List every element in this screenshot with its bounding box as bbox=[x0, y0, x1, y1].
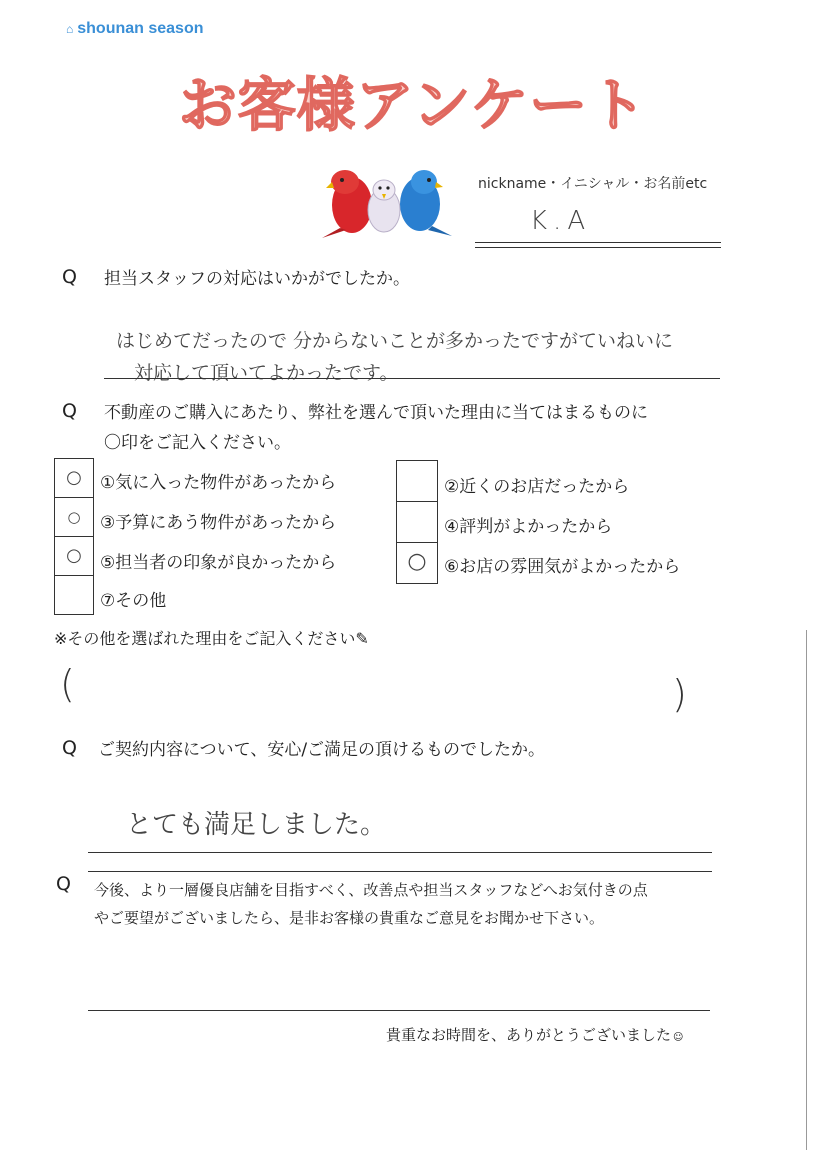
option-2-label: ②近くのお店だったから bbox=[444, 477, 630, 497]
white-bird-icon bbox=[368, 180, 400, 232]
nickname-line-2 bbox=[475, 247, 721, 248]
q3-answer-line bbox=[88, 852, 712, 853]
q2-marker: Q bbox=[62, 400, 77, 422]
other-reason-field[interactable] bbox=[90, 672, 660, 712]
q1-answer-line2: 対応して頂いてよかったです。 bbox=[134, 362, 399, 384]
q4-question-line2: やご要望がございましたら、是非お客様の貴重なご意見をお聞かせ下さい。 bbox=[94, 909, 605, 927]
q3-marker: Q bbox=[62, 737, 77, 759]
option-6-label: ⑥お店の雰囲気がよかったから bbox=[444, 557, 681, 577]
q2-question-line2: 〇印をご記入ください。 bbox=[104, 433, 291, 453]
paren-open: ( bbox=[60, 662, 75, 706]
q4-answer-line bbox=[88, 1010, 710, 1011]
q1-answer-line bbox=[104, 378, 720, 379]
red-bird-icon bbox=[322, 170, 372, 238]
q1-marker: Q bbox=[62, 266, 77, 288]
option-5-checkbox[interactable] bbox=[54, 536, 94, 576]
q3-question: ご契約内容について、安心/ご満足の頂けるものでしたか。 bbox=[98, 740, 546, 760]
q3-answer: とても満足しました。 bbox=[126, 810, 387, 840]
option-4-label: ④評判がよかったから bbox=[444, 517, 613, 537]
q4-answer-field[interactable] bbox=[90, 940, 710, 1000]
other-reason-prompt: ※その他を選ばれた理由をご記入ください✎ bbox=[54, 629, 369, 648]
q2-question-line1: 不動産のご購入にあたり、弊社を選んで頂いた理由に当てはまるものに bbox=[104, 403, 648, 423]
option-3-mark: ○ bbox=[67, 508, 81, 526]
nickname-line bbox=[475, 242, 721, 243]
house-icon: ⌂ bbox=[66, 22, 74, 36]
brand-logo bbox=[66, 20, 204, 38]
scan-edge-line bbox=[806, 630, 807, 1150]
option-4-checkbox[interactable] bbox=[396, 501, 438, 543]
blue-bird-icon bbox=[400, 170, 452, 236]
option-6-checkbox[interactable] bbox=[396, 542, 438, 584]
thanks-text: 貴重なお時間を、ありがとうございました bbox=[386, 1026, 672, 1044]
option-7-label: ⑦その他 bbox=[100, 591, 167, 611]
nickname-label: nickname・イニシャル・お名前etc bbox=[478, 176, 708, 192]
thanks-message bbox=[386, 1024, 683, 1045]
paren-close: ) bbox=[672, 672, 687, 716]
option-6-mark: ○ bbox=[407, 549, 427, 574]
option-3-checkbox[interactable] bbox=[54, 497, 94, 537]
q1-answer-line1: はじめてだったので 分からないことが多かったですがていねいに bbox=[116, 330, 674, 352]
option-5-mark: ○ bbox=[66, 545, 82, 566]
option-3-label: ③予算にあう物件があったから bbox=[100, 513, 337, 533]
page-title: お客様アンケート bbox=[178, 71, 648, 139]
option-7-checkbox[interactable] bbox=[54, 575, 94, 615]
q3-answer-line-2 bbox=[88, 871, 712, 872]
nickname-value: K.A bbox=[530, 206, 592, 236]
option-1-label: ①気に入った物件があったから bbox=[100, 473, 337, 493]
birds-illustration bbox=[312, 160, 462, 242]
q4-question-line1: 今後、より一層優良店舗を目指すべく、改善点や担当スタッフなどへお気付きの点 bbox=[94, 881, 648, 899]
q1-question: 担当スタッフの対応はいかがでしたか。 bbox=[104, 269, 410, 289]
q4-marker: Q bbox=[56, 873, 71, 895]
option-5-label: ⑤担当者の印象が良かったから bbox=[100, 553, 337, 573]
smile-icon: ☺ bbox=[673, 1032, 684, 1043]
brand-name: shounan season bbox=[77, 20, 204, 37]
option-1-mark: ○ bbox=[66, 467, 82, 488]
option-2-checkbox[interactable] bbox=[396, 460, 438, 502]
option-1-checkbox[interactable] bbox=[54, 458, 94, 498]
